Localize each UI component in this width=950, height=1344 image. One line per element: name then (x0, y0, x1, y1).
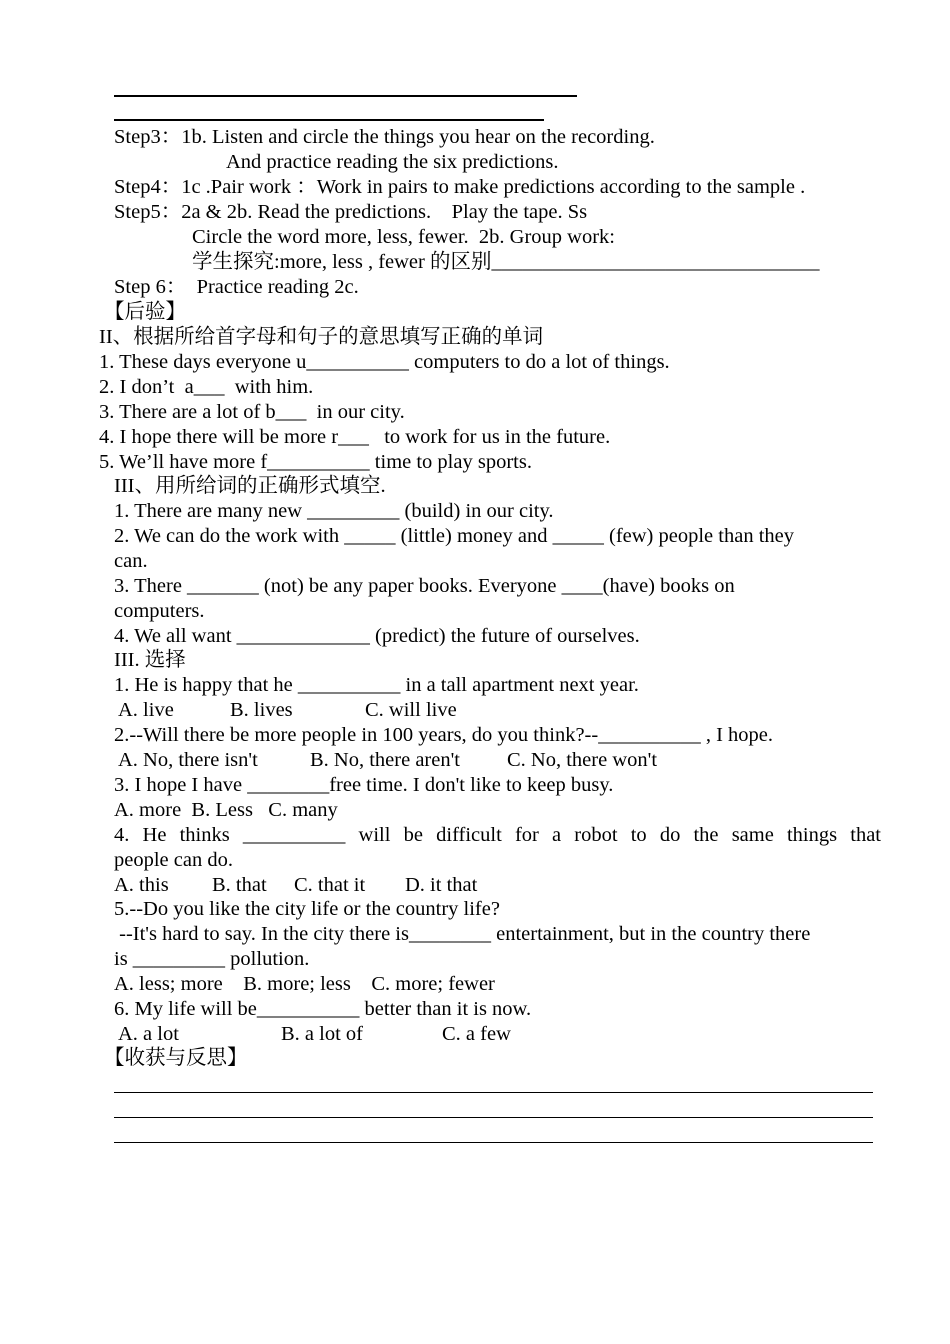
part3-item: 2. We can do the work with _____ (little) money and _____ (few) people than they (114, 525, 794, 547)
question-5-continued: is _________ pollution. (114, 948, 310, 970)
reflection-line-1 (114, 1092, 873, 1093)
part2-item: 5. We’ll have more f__________ time to play sports. (99, 451, 532, 473)
q3-options: A. more B. Less C. many (114, 799, 338, 821)
q4-option-a: A. this (114, 874, 169, 896)
reflection-line-3 (114, 1142, 873, 1143)
q6-option-a: A. a lot (114, 1023, 179, 1045)
part2-item: 1. These days everyone u__________ computers to do a lot of things. (99, 351, 670, 373)
question-2: 2.--Will there be more people in 100 years, do you think?--__________ , I hope. (114, 724, 773, 746)
q1-option-c: C. will live (365, 699, 457, 721)
q6-option-c: C. a few (442, 1023, 511, 1045)
step5-line-2: Circle the word more, less, fewer. 2b. Group work: (192, 226, 615, 248)
step5-line-3: 学生探究:more, less , fewer 的区别________________________________ (192, 251, 820, 273)
q5-options: A. less; more B. more; less C. more; fewer (114, 973, 495, 995)
question-6: 6. My life will be__________ better than it is now. (114, 998, 532, 1020)
part2-item: 2. I don’t a___ with him. (99, 376, 314, 398)
step3-line-2: And practice reading the six predictions. (226, 151, 559, 173)
step4-line: Step4：1c .Pair work ：Work in pairs to make predictions according to the sample . (114, 176, 806, 198)
question-5: 5.--Do you like the city life or the country life? (114, 898, 500, 920)
reflection-heading: 【收获与反思】 (104, 1047, 248, 1069)
q4-option-c: C. that it (294, 874, 366, 896)
part4-title: III. 选择 (114, 649, 186, 671)
reflection-line-2 (114, 1117, 873, 1118)
q1-option-a: A. live (114, 699, 174, 721)
step6-line: Step 6： Practice reading 2c. (114, 276, 359, 298)
question-4: 4. He thinks __________ will be difficult for a robot to do the same things that (114, 824, 881, 846)
part3-item: 4. We all want _____________ (predict) the future of ourselves. (114, 625, 640, 647)
part3-item-continued: can. (114, 550, 148, 572)
q2-option-b: B. No, there aren't (310, 749, 460, 771)
part3-item-continued: computers. (114, 600, 205, 622)
q4-option-d: D. it that (405, 874, 478, 896)
q4-option-b: B. that (212, 874, 267, 896)
part3-title: III、用所给词的正确形式填空. (114, 475, 386, 497)
question-3: 3. I hope I have ________free time. I don't like to keep busy. (114, 774, 614, 796)
q2-option-a: A. No, there isn't (114, 749, 258, 771)
answer-line-1 (114, 95, 577, 97)
after-check-heading: 【后验】 (104, 301, 186, 323)
part3-item: 3. There _______ (not) be any paper books. Everyone ____(have) books on (114, 575, 735, 597)
part2-item: 3. There are a lot of b___ in our city. (99, 401, 405, 423)
answer-line-2 (114, 119, 544, 121)
question-4-continued: people can do. (114, 849, 233, 871)
part3-item: 1. There are many new _________ (build) in our city. (114, 500, 554, 522)
step5-line: Step5：2a & 2b. Read the predictions. Play the tape. Ss (114, 201, 588, 223)
part2-title: II、根据所给首字母和句子的意思填写正确的单词 (99, 326, 544, 348)
q6-option-b: B. a lot of (281, 1023, 363, 1045)
step3-line: Step3：1b. Listen and circle the things you hear on the recording. (114, 126, 655, 148)
part2-item: 4. I hope there will be more r___ to work for us in the future. (99, 426, 611, 448)
question-5-continued: --It's hard to say. In the city there is________ entertainment, but in the country there (114, 923, 811, 945)
q1-option-b: B. lives (230, 699, 293, 721)
question-1: 1. He is happy that he __________ in a tall apartment next year. (114, 674, 639, 696)
q2-option-c: C. No, there won't (507, 749, 658, 771)
